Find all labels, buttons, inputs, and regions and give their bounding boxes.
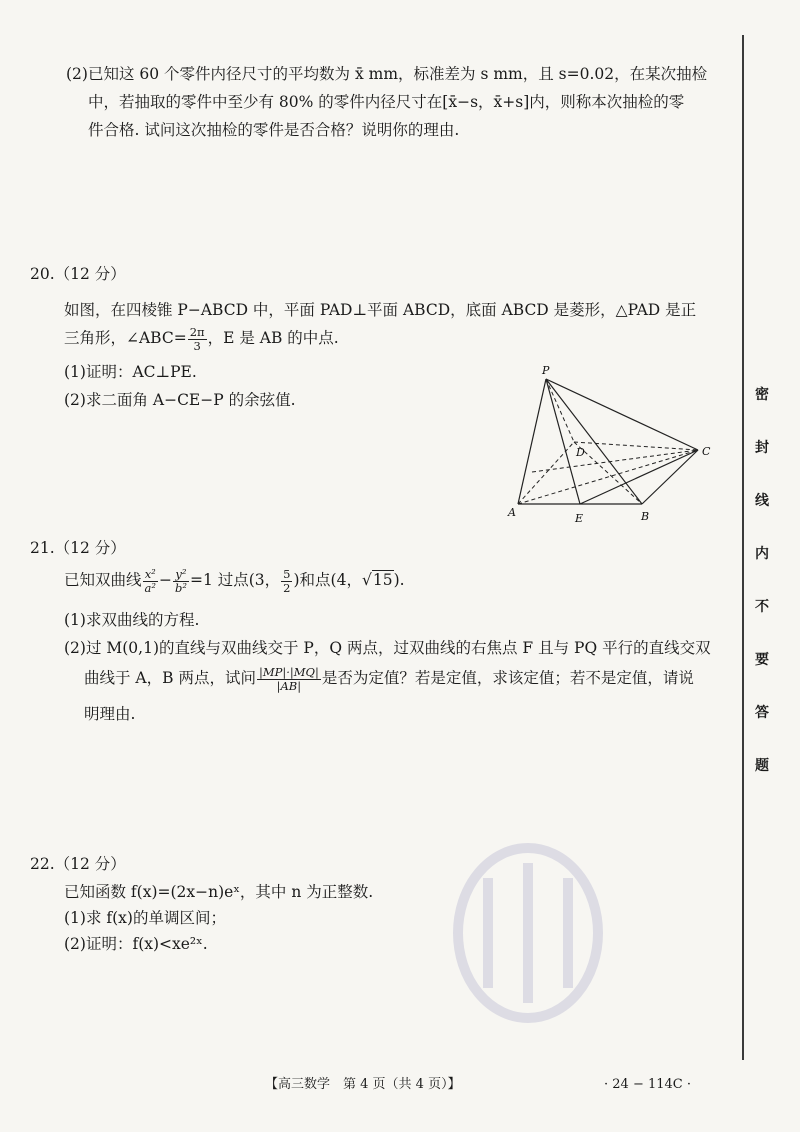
edge-PB <box>546 379 642 504</box>
watermark-seal <box>448 838 608 1028</box>
q20-line1: 如图，在四棱锥 P−ABCD 中，平面 PAD⊥平面 ABCD，底面 ABCD 是菱形，△PAD 是正 <box>64 301 697 319</box>
pyramid-figure <box>500 362 725 527</box>
edge-PA <box>518 379 546 504</box>
q20-part1: (1)证明：AC⊥PE. <box>64 363 197 381</box>
edge-AD <box>518 442 574 504</box>
label-E: E <box>575 512 584 525</box>
q21-part2-line3: 明理由. <box>84 705 136 723</box>
edge-DC <box>574 442 698 450</box>
q21-part2-line1: (2)过 M(0,1)的直线与双曲线交于 P，Q 两点，过双曲线的右焦点 F 且与 PQ 平行的直线交双 <box>64 639 711 657</box>
seal-char-7: 答 <box>755 705 769 721</box>
label-A: A <box>508 506 516 519</box>
q21-part1: (1)求双曲线的方程. <box>64 611 200 629</box>
edge-PE <box>546 379 580 504</box>
seal-char-8: 题 <box>755 758 769 774</box>
label-P: P <box>542 364 550 377</box>
exam-code: · 24 − 114C · <box>604 1077 691 1092</box>
q22-part1: (1)求 f(x)的单调区间； <box>64 909 226 927</box>
q21-part2-line2: 曲线于 A，B 两点，试问 $\frac{|MP|\cdot|MQ|}{|AB|}$ 是否为定值？若是定值，求该定值；若不是定值，请说 <box>84 665 694 693</box>
q21-stem: 已知双曲线 $\frac{\text{x²}}{\text{a²}}$ − $\frac{\text{y²}}{\text{b²}}$ =1 过点(3， $\frac{5}{2}$ )和点(4，√15). <box>64 567 405 595</box>
q22-stem: 已知函数 f(x)=(2x−n)eˣ，其中 n 为正整数. <box>64 883 374 901</box>
angle-fraction: $\frac{2\pi}{3}$ <box>189 325 205 353</box>
seal-char-6: 要 <box>755 652 769 668</box>
page-footer: 【高三数学 第 4 页（共 4 页）】 <box>265 1077 461 1092</box>
q20-header: 20.（12 分） <box>30 265 126 283</box>
q19-part2-line3: 件合格. 试问这次抽检的零件是否合格？说明你的理由. <box>88 121 460 139</box>
q20-part2: (2)求二面角 A−CE−P 的余弦值. <box>64 391 296 409</box>
label-D: D <box>576 446 585 459</box>
label-B: B <box>641 510 650 523</box>
q19-part2-line1: (2)已知这 60 个零件内径尺寸的平均数为 x̄ mm，标准差为 s mm，且 s=0.02，在某次抽检 <box>66 65 708 83</box>
seal-char-5: 不 <box>755 599 769 615</box>
q22-part2: (2)证明：f(x)<xe²ˣ. <box>64 935 208 953</box>
edge-PC <box>546 379 698 450</box>
binding-margin-line <box>742 35 744 1060</box>
seal-char-4: 内 <box>755 546 769 562</box>
q21-header: 21.（12 分） <box>30 539 126 557</box>
q20-line2: 三角形，∠ABC= $\frac{2\pi}{3}$ ，E 是 AB 的中点. <box>64 325 339 353</box>
q19-part2-line2: 中，若抽取的零件中至少有 80% 的零件内径尺寸在[x̄−s，x̄+s]内，则称本次抽检的零 <box>88 93 685 111</box>
label-C: C <box>702 445 711 458</box>
q22-header: 22.（12 分） <box>30 855 126 873</box>
seal-char-1: 密 <box>755 387 769 403</box>
edge-AC <box>518 450 698 504</box>
seal-char-2: 封 <box>755 440 769 456</box>
edge-BC <box>642 450 698 504</box>
seal-char-3: 线 <box>755 493 769 509</box>
